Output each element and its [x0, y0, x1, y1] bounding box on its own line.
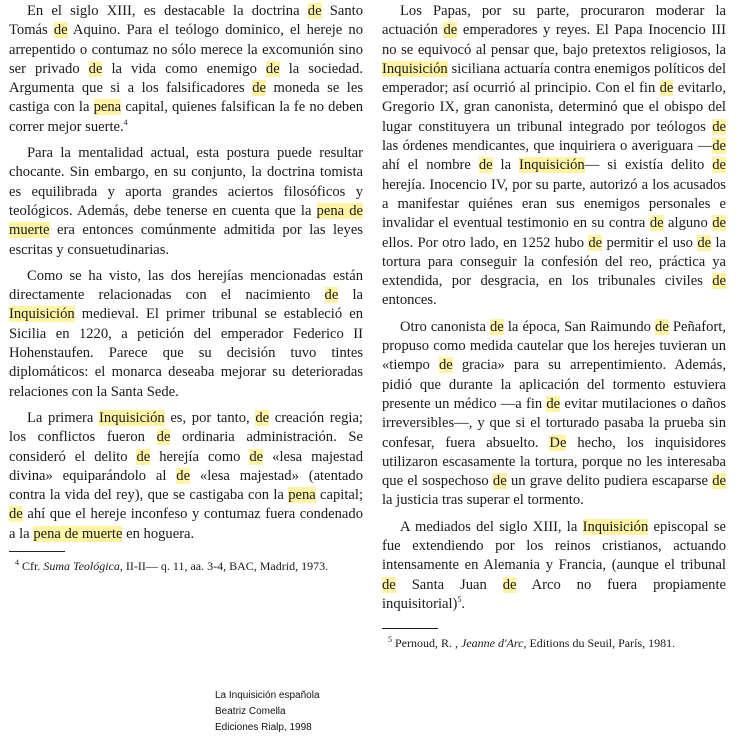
- paragraph: [382, 518, 726, 614]
- highlighted-term: Inquisición: [519, 157, 585, 174]
- text-run: moneda se les castiga con la: [9, 80, 363, 116]
- text-run: la sociedad. Argumenta que si a los falsificadores: [9, 60, 363, 97]
- highlighted-term: de: [502, 576, 517, 593]
- caption-title: La Inquisición española: [215, 690, 320, 701]
- text-run: «lesa majestad divina» equiparándolo al: [9, 448, 363, 484]
- text-run: Santa Juan: [395, 576, 503, 593]
- highlighted-term: de: [53, 22, 68, 39]
- paragraph: [382, 318, 726, 511]
- text-run: Los Papas, por su parte, procuraron moderar la actuación: [382, 3, 726, 39]
- highlighted-term: de: [655, 318, 669, 335]
- paragraph: [9, 409, 363, 544]
- caption-publisher: Ediciones Rialp, 1998: [215, 722, 312, 733]
- highlighted-term: de: [382, 576, 396, 593]
- text-run: A mediados del siglo XIII, la: [400, 518, 583, 535]
- text-run: la: [492, 157, 520, 174]
- italic-title: Jeanne d'Arc: [461, 636, 524, 651]
- highlighted-term: de: [712, 273, 726, 290]
- caption-author: Beatriz Comella: [215, 706, 286, 717]
- text-run: gracia» para su arrepentimiento. Además, pidió que durante la aplicación del tormento estuviera presente un médico —a fin: [382, 357, 726, 412]
- text-run: Cfr.: [19, 559, 44, 574]
- source-caption: [215, 688, 320, 736]
- highlighted-term: de: [712, 138, 726, 155]
- left-column: [9, 2, 363, 581]
- highlighted-term: de: [490, 318, 504, 335]
- paragraph: [9, 267, 363, 402]
- text-run: la justicia tras superar el tormento.: [382, 492, 584, 509]
- highlighted-term: pena de muerte: [33, 525, 123, 542]
- text-run: la: [338, 287, 364, 304]
- text-run: Como se ha visto, las dos herejías mencionadas están directamente relacionadas con el nacimiento: [9, 267, 363, 304]
- highlighted-term: pena: [93, 99, 122, 116]
- highlighted-term: de: [324, 287, 339, 304]
- highlighted-term: de: [255, 409, 270, 426]
- text-run: Aquino. Para el teólogo dominico, el hereje no arrepentido o contumaz no sólo merece la excomunión sino ser privado: [9, 22, 363, 77]
- highlighted-term: de: [438, 357, 453, 374]
- text-run: La primera: [27, 409, 100, 426]
- text-run: la vida como enemigo: [102, 60, 266, 77]
- right-column: [382, 2, 726, 658]
- highlighted-term: de: [136, 448, 151, 465]
- text-run: hecho, los inquisidores utilizaron escasamente la tortura, porque no les interesaba que el sospechoso: [382, 434, 726, 490]
- highlighted-term: de: [712, 157, 726, 174]
- text-run: ahí el nombre: [382, 157, 479, 174]
- highlighted-term: de: [252, 80, 266, 97]
- highlighted-term: de: [659, 80, 674, 97]
- text-run: un grave delito pudiera escaparse: [506, 473, 713, 490]
- highlighted-term: de: [88, 60, 103, 77]
- highlighted-term: de: [546, 395, 561, 412]
- footnote-marker: 5: [457, 595, 462, 605]
- highlighted-term: de: [156, 429, 171, 446]
- text-run: medieval. El primer tribunal se estableció en Sicilia en 1220, a petición del emperador Federico II Hohenstaufen. Parece que su decisión tuvo tintes diplomáticos: el monarca deseaba mejorar su deterioradas relaciones con la Santa Sede.: [9, 306, 363, 400]
- footnote-marker: 4: [123, 117, 128, 127]
- text-run: entonces.: [382, 292, 437, 309]
- highlighted-term: Inquisición: [99, 409, 165, 426]
- text-run: Para la mentalidad actual, esta postura puede resultar chocante. Sin embargo, en su conjunto, la doctrina tomista es equilibrada y aporta grandes aciertos filosóficos y teológicos. Además, debe tenerse en cuenta que la: [9, 145, 363, 219]
- footnote-marker: 5: [388, 635, 392, 645]
- text-run: capital, quienes falsifican la fe no deben correr mejor suerte.: [9, 99, 363, 135]
- text-run: la época, San Raimundo: [503, 318, 656, 335]
- footnote: [15, 558, 363, 574]
- highlighted-term: De: [549, 434, 567, 451]
- text-run: herejía. Inocencio IV, por su parte, autorizó a los acusados a manifestar quiénes eran sus enemigos personales e invalidar el eventual testimonio en su contra: [382, 176, 726, 232]
- text-run: evitarlo, Gregorio IX, gran canonista, determinó que el obispo del lugar constituyera un tribunal integrado por teólogos: [382, 80, 726, 135]
- text-run: evitar mutilaciones o daños irreversibles—, y que si el torturado pasaba la prueba sin confesar, fuera absuelto.: [382, 395, 726, 451]
- highlighted-term: pena: [288, 487, 316, 504]
- footnote: [388, 635, 726, 651]
- highlighted-term: de: [443, 22, 458, 39]
- paragraph: [9, 2, 363, 137]
- text-run: herejía como: [150, 448, 250, 465]
- text-run: Peñafort, propuso como medida cautelar que los herejes tuvieran un «tiempo: [382, 318, 726, 374]
- text-run: es, por tanto,: [164, 409, 256, 426]
- highlighted-term: de: [697, 234, 712, 251]
- highlighted-term: Inquisición: [9, 306, 75, 323]
- highlighted-term: de: [176, 467, 191, 484]
- highlighted-term: de: [712, 473, 726, 490]
- text-run: , Editions du Seuil, París, 1981.: [523, 636, 676, 651]
- highlighted-term: de: [9, 506, 23, 523]
- highlighted-term: de: [712, 118, 726, 135]
- text-run: episcopal se fue extendiendo por los reinos cristianos, actuando intensamente en Alemania y Francia, (aunque el tribunal: [382, 518, 726, 574]
- italic-title: Suma Teológica,: [43, 559, 123, 574]
- highlighted-term: de: [478, 157, 493, 174]
- text-run: alguno: [663, 215, 713, 232]
- highlighted-term: Inquisición: [382, 60, 448, 77]
- highlighted-term: de: [649, 215, 664, 232]
- highlighted-term: de: [249, 448, 264, 465]
- paragraph: [9, 144, 363, 260]
- text-run: ahí que el hereje inconfeso y contumaz fuera condenado a la: [9, 506, 363, 542]
- footnote-divider: [9, 551, 65, 552]
- text-run: Santo Tomás: [9, 3, 364, 39]
- paragraph: [382, 2, 726, 311]
- text-run: capital;: [315, 487, 363, 504]
- text-run: Pernoud, R. ,: [392, 636, 461, 651]
- text-run: ordinaria administración. Se consideró el delito: [9, 429, 363, 465]
- text-run: emperadores y reyes. El Papa Inocencio III no se equivocó al pensar que, bajo pretextos religiosos, la: [382, 22, 726, 58]
- text-run: Otro canonista: [400, 318, 490, 335]
- text-run: Arco no fuera propiamente inquisitorial): [382, 576, 727, 612]
- text-run: la tortura para conseguir la confesión del reo, práctica ya extendida, por desgracia, en los tribunales civiles: [382, 234, 726, 290]
- text-run: siciliana actuaría contra enemigos políticos del emperador; así ocurrió al principio. Con el fin: [382, 60, 726, 97]
- highlighted-term: de: [265, 60, 280, 77]
- highlighted-term: de: [492, 473, 507, 490]
- text-run: «lesa majestad» (atentado contra la vida del rey), que se castigaba con la: [9, 467, 363, 504]
- text-run: .: [461, 595, 466, 612]
- text-run: creación regia; los conflictos fueron: [9, 409, 363, 446]
- text-run: en hoguera.: [122, 525, 195, 542]
- footnote-marker: 4: [15, 558, 19, 568]
- highlighted-term: de: [588, 234, 603, 251]
- text-run: era entonces comúnmente admitida por las leyes escritas y consuetudinarias.: [9, 222, 363, 258]
- text-run: II-II— q. 11, aa. 3-4, BAC, Madrid, 1973.: [122, 559, 329, 574]
- text-run: permitir el uso: [602, 234, 698, 251]
- highlighted-term: de: [712, 215, 726, 232]
- highlighted-term: pena de muerte: [9, 202, 363, 239]
- text-run: las órdenes mendicantes, que inquiriera o averiguara —: [382, 138, 713, 155]
- footnote-divider: [382, 628, 438, 629]
- text-run: ellos. Por otro lado, en 1252 hubo: [382, 234, 589, 251]
- text-run: — si existía delito: [584, 157, 713, 174]
- highlighted-term: Inquisición: [582, 518, 649, 535]
- text-run: En el siglo XIII, es destacable la doctrina: [27, 3, 308, 19]
- highlighted-term: de: [307, 3, 322, 19]
